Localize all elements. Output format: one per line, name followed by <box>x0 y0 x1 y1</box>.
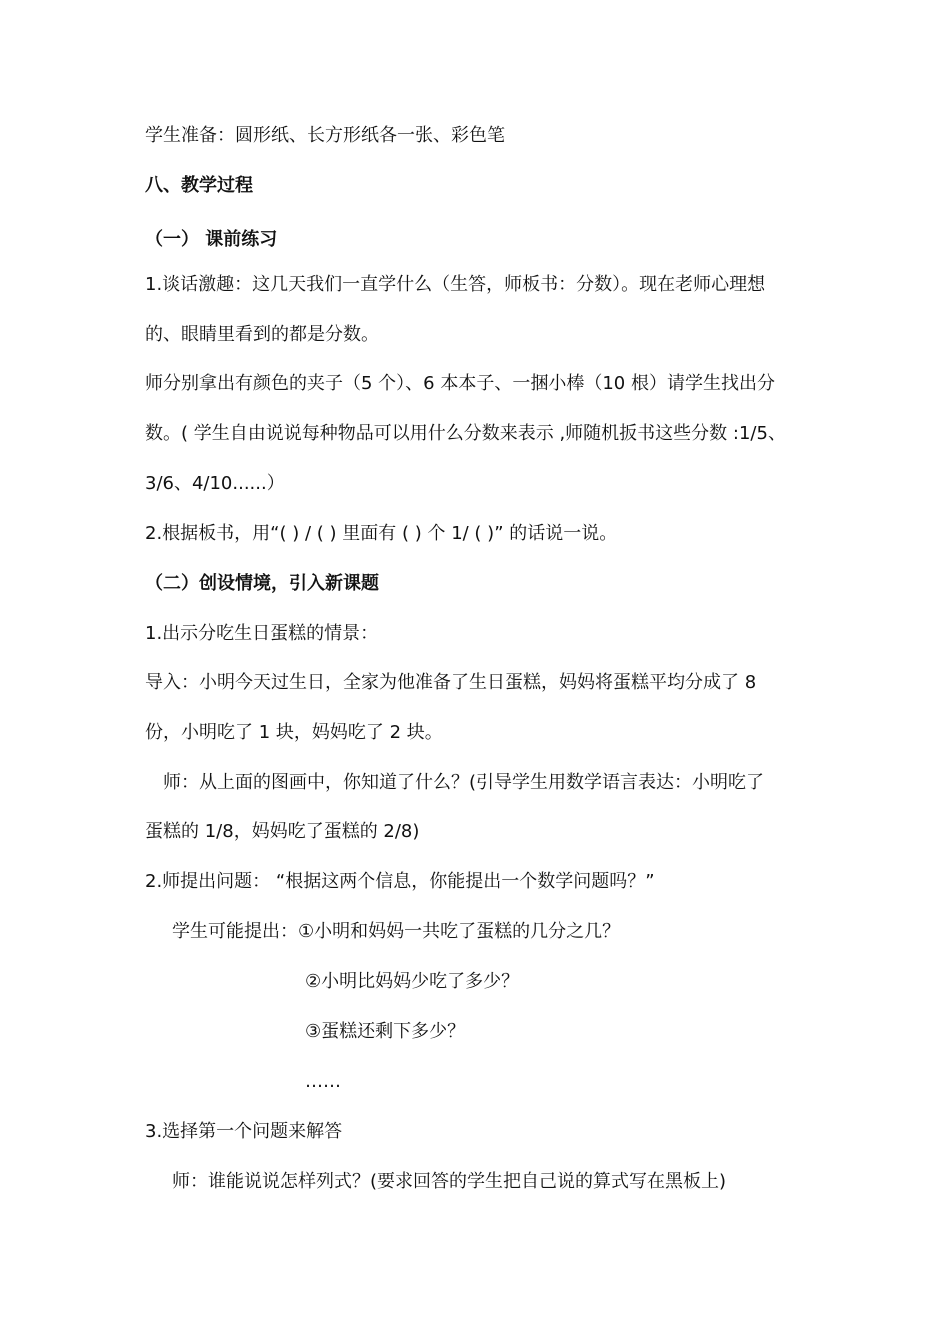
paragraph-line: 2.师提出问题： “根据这两个信息，你能提出一个数学问题吗？” <box>145 871 655 892</box>
question-list-item: ②小明比妈妈少吃了多少？ <box>305 971 520 992</box>
paragraph-line: 3.选择第一个问题来解答 <box>145 1121 343 1142</box>
paragraph-line: 份，小明吃了 1 块，妈妈吃了 2 块。 <box>145 722 443 743</box>
paragraph-line: 蛋糕的 1/8，妈妈吃了蛋糕的 2/8) <box>145 821 420 842</box>
section-heading-teaching-process: 八、教学过程 <box>145 175 253 196</box>
subsection-heading-pre-class: （一） 课前练习 <box>145 229 278 250</box>
paragraph-line: 师分别拿出有颜色的夹子（5 个）、6 本本子、一捆小棒（10 根）请学生找出分 <box>145 373 775 394</box>
student-materials-line: 学生准备：圆形纸、长方形纸各一张、彩色笔 <box>145 125 505 146</box>
paragraph-line: 导入：小明今天过生日，全家为他准备了生日蛋糕，妈妈将蛋糕平均分成了 8 <box>145 672 757 693</box>
paragraph-line: 师：从上面的图画中，你知道了什么？(引导学生用数学语言表达：小明吃了 <box>163 772 765 793</box>
paragraph-line: 1.谈话激趣：这几天我们一直学什么（生答，师板书：分数）。现在老师心理想 <box>145 274 766 295</box>
paragraph-line: 数。( 学生自由说说每种物品可以用什么分数来表示 ,师随机扳书这些分数 :1/5、 <box>145 423 786 444</box>
paragraph-line: 1.出示分吃生日蛋糕的情景： <box>145 623 379 644</box>
paragraph-line: 2.根据板书，用“( ) / ( ) 里面有 ( ) 个 1/ ( )” 的话说一说。 <box>145 523 618 544</box>
paragraph-line: 的、眼睛里看到的都是分数。 <box>145 324 379 345</box>
question-list-item: 学生可能提出：①小明和妈妈一共吃了蛋糕的几分之几？ <box>172 921 621 942</box>
paragraph-line: 3/6、4/10......） <box>145 473 285 494</box>
paragraph-line: 师：谁能说说怎样列式？(要求回答的学生把自己说的算式写在黑板上) <box>172 1171 727 1192</box>
question-list-ellipsis: …… <box>305 1071 341 1092</box>
subsection-heading-scenario: （二）创设情境，引入新课题 <box>145 573 379 594</box>
question-list-item: ③蛋糕还剩下多少？ <box>305 1021 466 1042</box>
